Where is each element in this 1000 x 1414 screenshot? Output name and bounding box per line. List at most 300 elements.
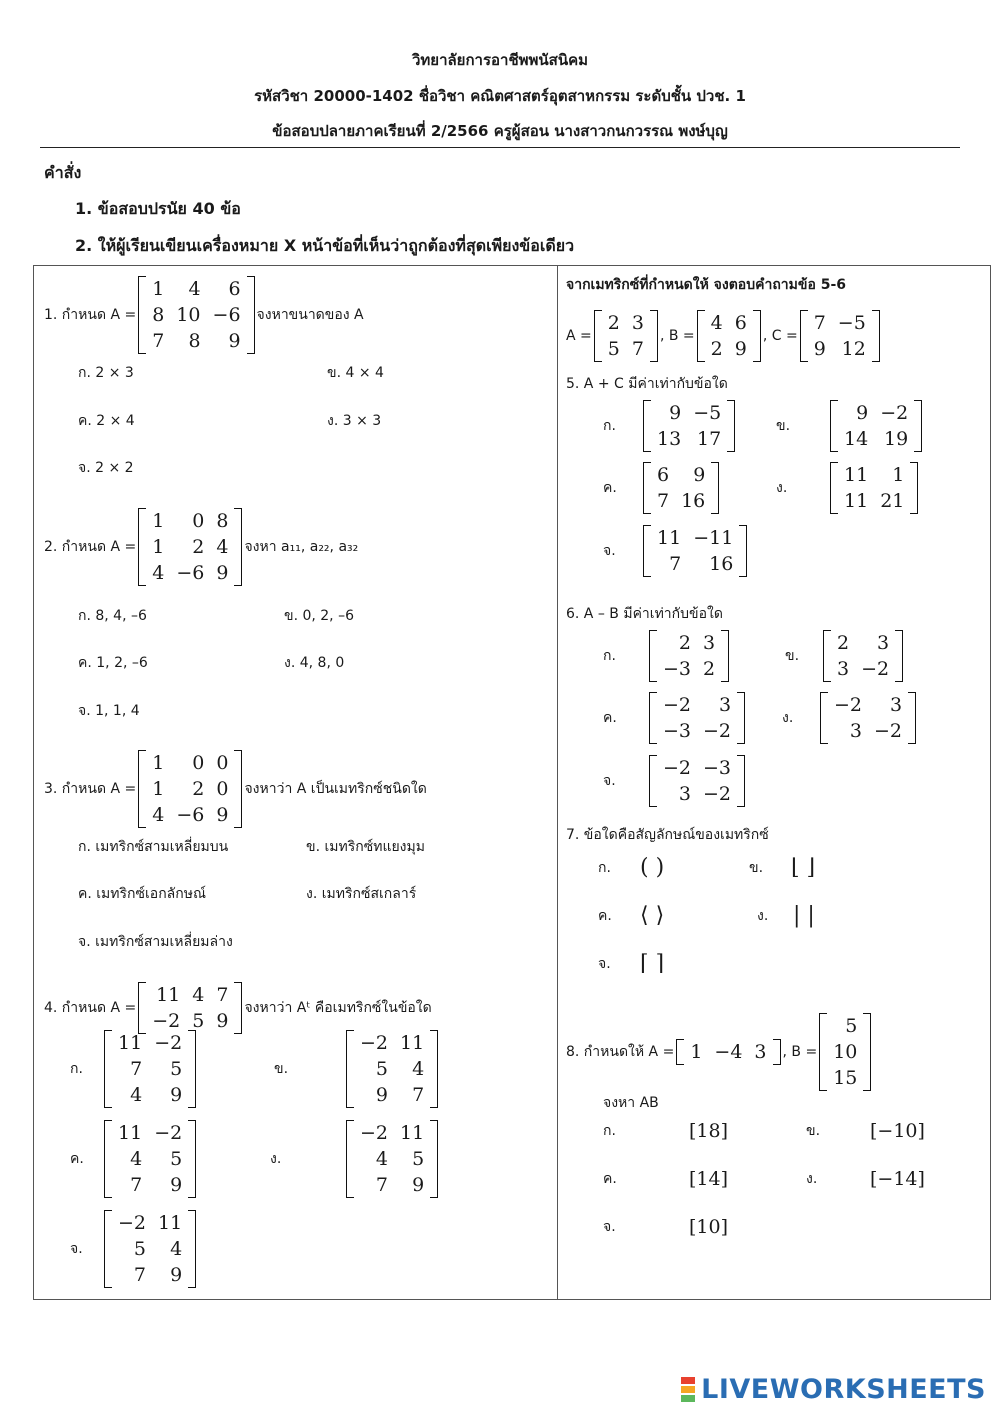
bar-symbol: | | [793, 903, 815, 928]
course-info: รหัสวิชา 20000-1402 ชื่อวิชา คณิตศาสตร์อุตสาหกรรม ระดับชั้น ปวช. 1 [254, 87, 746, 105]
matrix-cell: 3 [837, 658, 850, 680]
q8-ask: จงหา AB [603, 1095, 659, 1111]
matrix-cell: 6 [228, 278, 241, 300]
matrix-cell: −2 [703, 720, 732, 742]
matrix-table [831, 630, 895, 682]
q3-choice-e[interactable]: จ. เมทริกซ์สามเหลี่ยมล่าง [78, 934, 233, 950]
matrix-table [354, 1120, 430, 1198]
matrix-cell: 4 [192, 984, 205, 1006]
bracket-left [800, 310, 808, 362]
matrix-cell: −2 [154, 1032, 183, 1054]
q5-label-a: ก. [603, 418, 616, 434]
q8-value-d: [−14] [870, 1168, 925, 1190]
q5-choice-d[interactable] [776, 462, 920, 514]
matrix-cell: −2 [118, 1212, 147, 1234]
matrix-cell: 12 [841, 338, 866, 360]
matrix-cell: 19 [884, 428, 909, 450]
q4-label-b: ข. [274, 1061, 289, 1077]
q4-label-a: ก. [70, 1061, 83, 1077]
matrix-cell: 9 [669, 402, 682, 424]
q4-choice-e[interactable] [70, 1210, 198, 1288]
matrix-cell: 0 [216, 752, 229, 774]
bracket-left [104, 1030, 112, 1108]
matrix-cell: 7 [130, 1058, 143, 1080]
matrix-cell: 13 [657, 428, 682, 450]
matrix-table [602, 310, 650, 362]
q6-matrix-b [823, 630, 903, 682]
logo-bar-1 [681, 1377, 695, 1384]
q3-choice-a[interactable]: ก. เมทริกซ์สามเหลี่ยมบน [78, 839, 229, 855]
matrix-cell: 9 [813, 338, 826, 360]
matrix-cell: 9 [856, 402, 869, 424]
q4-matrix-b [346, 1030, 438, 1108]
q8-choice-b[interactable] [806, 1120, 925, 1142]
bracket-right [753, 310, 761, 362]
logo-bar-3 [681, 1395, 695, 1402]
matrix-cell: 4 [130, 1084, 143, 1106]
matrix-cell: −2 [861, 658, 890, 680]
q1-choice-c[interactable]: ค. 2 × 4 [78, 413, 135, 429]
bracket-left [104, 1210, 112, 1288]
angle-symbol: ⟨ ⟩ [640, 903, 665, 928]
matrix-cell: 11 [844, 464, 869, 486]
liveworksheets-logo [681, 1374, 986, 1405]
matrix-cell: 6 [734, 312, 747, 334]
matrix-cell: −3 [663, 658, 692, 680]
bracket-left [830, 462, 838, 514]
q8-choice-a[interactable] [603, 1120, 728, 1142]
matrix-cell: 7 [657, 490, 670, 512]
q6-matrix-d [820, 692, 916, 744]
q4-matrix-d [346, 1120, 438, 1198]
bracket-right [188, 1030, 196, 1108]
matrix-cell: 11 [844, 490, 869, 512]
bracket-right [234, 750, 242, 828]
q8-choice-e[interactable] [603, 1216, 728, 1238]
q8-value-a: [18] [689, 1120, 729, 1142]
matrix-cell: 1 [152, 510, 165, 532]
q3-matrix [138, 750, 242, 828]
matrix-table [684, 1039, 772, 1065]
exam-info: ข้อสอบปลายภาคเรียนที่ 2/2566 ครูผู้สอน นางสาวกนกวรรณ พงษ์บุญ [272, 122, 728, 140]
q8-label-c: ค. [603, 1171, 617, 1187]
bracket-left [676, 1039, 684, 1065]
matrix-cell: 5 [133, 1238, 147, 1260]
matrix-cell: 7 [133, 1264, 147, 1286]
q6-label-c: ค. [603, 710, 617, 726]
q2-matrix [138, 508, 242, 586]
matrix-cell: 3 [678, 783, 692, 805]
q8-label-d: ง. [806, 1171, 818, 1187]
matrix-cell: 7 [669, 553, 682, 575]
matrix-cell: 9 [216, 1010, 229, 1032]
q6-choice-a[interactable] [603, 630, 731, 682]
bracket-right [234, 982, 242, 1034]
matrix-cell: 9 [412, 1174, 425, 1196]
matrix-cell: −2 [154, 1122, 183, 1144]
q4-choice-d[interactable] [270, 1120, 440, 1198]
bracket-right [908, 692, 916, 744]
matrix-cell: −2 [663, 757, 692, 779]
matrix-cell: 1 [152, 278, 165, 300]
matrix-cell: 11 [118, 1122, 143, 1144]
q4-matrix-a [104, 1030, 196, 1108]
q3-choice-c[interactable]: ค. เมทริกซ์เอกลักษณ์ [78, 886, 206, 902]
matrix-cell: 5 [192, 1010, 205, 1032]
q6-label-e: จ. [603, 773, 616, 789]
q2-suffix: จงหา a₁₁, a₂₂, a₃₂ [244, 539, 359, 555]
given-b-label: , B = [659, 328, 695, 344]
q4-choice-a[interactable] [70, 1030, 198, 1108]
q5-label-d: ง. [776, 480, 788, 496]
matrix-cell: 11 [158, 1212, 183, 1234]
matrix-cell: 9 [693, 464, 706, 486]
q3-prefix: 3. กำหนด A = [44, 781, 137, 797]
brand-text: LIVEWORKSHEETS [701, 1374, 986, 1405]
matrix-cell: 16 [681, 490, 706, 512]
q5-choice-e[interactable] [603, 525, 749, 577]
paren-symbol: ( ) [640, 855, 665, 880]
matrix-cell: 9 [228, 330, 241, 352]
bracket-right [910, 462, 918, 514]
q2-choice-e[interactable]: จ. 1, 1, 4 [78, 703, 140, 719]
matrix-cell: 9 [216, 562, 229, 584]
matrix-table [354, 1030, 430, 1108]
matrix-cell: 1 [152, 752, 165, 774]
given-matrix-b [697, 310, 761, 362]
matrix-cell: 6 [657, 464, 670, 486]
q7-choice-a[interactable] [598, 855, 664, 880]
matrix-table [808, 310, 872, 362]
q3-choice-d[interactable]: ง. เมทริกซ์สเกลาร์ [306, 886, 417, 902]
bracket-left [138, 276, 146, 354]
bracket-left [138, 750, 146, 828]
bracket-left [346, 1030, 354, 1108]
matrix-cell: 16 [709, 553, 734, 575]
matrix-cell: 7 [152, 330, 165, 352]
matrix-cell: 4 [412, 1058, 425, 1080]
q8-label-e: จ. [603, 1219, 616, 1235]
matrix-cell: 8 [188, 330, 201, 352]
matrix-table [651, 525, 739, 577]
instruction-2: 2. ให้ผู้เรียนเขียนเครื่องหมาย X หน้าข้อที่เห็นว่าถูกต้องที่สุดเพียงข้อเดียว [75, 236, 575, 255]
q8-choice-d[interactable] [806, 1168, 925, 1190]
bracket-left [649, 755, 657, 807]
q7-label-a: ก. [598, 859, 611, 876]
question-8 [566, 1013, 873, 1091]
q1-matrix [138, 276, 254, 354]
matrix-cell: 4 [152, 562, 165, 584]
matrix-cell: −3 [663, 720, 692, 742]
matrix-cell: 1 [152, 778, 165, 800]
q5-choice-c[interactable] [603, 462, 721, 514]
matrix-cell: 5 [607, 338, 620, 360]
question-2 [44, 508, 358, 586]
q5-matrix-b [830, 400, 922, 452]
matrix-cell: 5 [170, 1148, 183, 1170]
bracket-left [643, 400, 651, 452]
q6-choice-e[interactable] [603, 755, 747, 807]
matrix-cell: −2 [834, 694, 863, 716]
matrix-cell: 0 [216, 778, 229, 800]
bracket-right [711, 462, 719, 514]
q4-label-c: ค. [70, 1151, 84, 1167]
q1-prefix: 1. กำหนด A = [44, 307, 137, 323]
bracket-left [649, 692, 657, 744]
matrix-cell: −2 [663, 694, 692, 716]
q7-choice-b[interactable] [749, 855, 815, 880]
header-divider [40, 147, 960, 148]
bracket-left [104, 1120, 112, 1198]
matrix-cell: 1 [690, 1041, 703, 1063]
q6-choice-d[interactable] [782, 692, 918, 744]
given-matrices [566, 310, 882, 362]
q7-choice-d[interactable] [757, 903, 815, 928]
q2-choice-d[interactable]: ง. 4, 8, 0 [284, 655, 345, 671]
matrix-cell: 2 [607, 312, 620, 334]
liveworksheets-icon [681, 1377, 697, 1403]
matrix-cell: 8 [152, 304, 165, 326]
matrix-cell: 10 [176, 304, 201, 326]
matrix-cell: 2 [837, 632, 850, 654]
matrix-cell: −2 [703, 783, 732, 805]
matrix-table [838, 400, 914, 452]
q8-label-a: ก. [603, 1123, 616, 1139]
bracket-left [649, 630, 657, 682]
matrix-table [651, 400, 727, 452]
matrix-cell: 5 [170, 1058, 183, 1080]
matrix-cell: 4 [710, 312, 723, 334]
matrix-cell: −11 [693, 527, 734, 549]
matrix-cell: −2 [360, 1032, 389, 1054]
matrix-cell: 3 [631, 312, 644, 334]
matrix-cell: 7 [216, 984, 229, 1006]
bracket-right [650, 310, 658, 362]
bracket-left [346, 1120, 354, 1198]
bracket-right [863, 1013, 871, 1091]
q8-matrix-b [819, 1013, 871, 1091]
matrix-cell: 7 [631, 338, 644, 360]
matrix-table [146, 750, 234, 828]
matrix-cell: 7 [375, 1174, 389, 1196]
bracket-left [643, 462, 651, 514]
q8-prefix: 8. กำหนดให้ A = [566, 1044, 675, 1060]
q5-matrix-a [643, 400, 735, 452]
matrix-cell: 3 [849, 720, 863, 742]
matrix-cell: 7 [412, 1084, 425, 1106]
school-name: วิทยาลัยการอาชีพพนัสนิคม [411, 51, 589, 69]
matrix-table [146, 276, 246, 354]
q3-suffix: จงหาว่า A เป็นเมทริกซ์ชนิดใด [244, 781, 427, 797]
matrix-cell: 11 [400, 1122, 425, 1144]
q6-choice-b[interactable] [785, 630, 905, 682]
matrix-cell: 4 [375, 1148, 389, 1170]
matrix-table [651, 462, 711, 514]
q5-choice-b[interactable] [776, 400, 924, 452]
matrix-cell: 3 [877, 632, 890, 654]
matrix-cell: −2 [360, 1122, 389, 1144]
given-c-label: , C = [762, 328, 798, 344]
bracket-right [739, 525, 747, 577]
q4-matrix-c [104, 1120, 196, 1198]
matrix-cell: 8 [216, 510, 229, 532]
bracket-left [138, 508, 146, 586]
q4-matrix-e [104, 1210, 196, 1288]
q2-choice-a[interactable]: ก. 8, 4, –6 [78, 608, 147, 624]
matrix-cell: 7 [813, 312, 826, 334]
q2-choice-c[interactable]: ค. 1, 2, –6 [78, 655, 148, 671]
q6-matrix-e [649, 755, 745, 807]
logo-bar-2 [681, 1386, 695, 1393]
q8-matrix-a [676, 1039, 780, 1065]
matrix-cell: 5 [845, 1015, 858, 1037]
bracket-right [773, 1039, 781, 1065]
matrix-table [112, 1210, 188, 1288]
q6-matrix-c [649, 692, 745, 744]
q1-choice-d[interactable]: ง. 3 × 3 [327, 413, 382, 429]
q6-choice-c[interactable] [603, 692, 747, 744]
q4-label-e: จ. [70, 1241, 83, 1257]
bracket-right [872, 310, 880, 362]
question-7: 7. ข้อใดคือสัญลักษณ์ของเมทริกซ์ [566, 827, 769, 843]
given-matrix-c [800, 310, 880, 362]
q7-choice-e[interactable] [598, 951, 664, 976]
matrix-table [112, 1120, 188, 1198]
q8-b-label: , B = [782, 1044, 818, 1060]
ceil-symbol: ⌈ ⌉ [640, 951, 665, 976]
matrix-cell: 4 [188, 278, 201, 300]
matrix-cell: −6 [212, 304, 241, 326]
q7-label-e: จ. [598, 955, 611, 972]
bracket-left [830, 400, 838, 452]
question-6: 6. A – B มีค่าเท่ากับข้อใด [566, 606, 723, 622]
question-1 [44, 276, 364, 354]
q4-label-d: ง. [270, 1151, 282, 1167]
matrix-cell: −2 [152, 1010, 181, 1032]
matrix-cell: 2 [192, 536, 205, 558]
q6-label-b: ข. [785, 648, 800, 664]
q5-choice-a[interactable] [603, 400, 737, 452]
q5-label-b: ข. [776, 418, 791, 434]
matrix-cell: 4 [152, 804, 165, 826]
bracket-right [895, 630, 903, 682]
matrix-cell: 11 [400, 1032, 425, 1054]
q5-matrix-e [643, 525, 747, 577]
q6-label-a: ก. [603, 648, 616, 664]
q8-label-b: ข. [806, 1123, 821, 1139]
matrix-table [838, 462, 910, 514]
matrix-cell: 3 [754, 1041, 767, 1063]
column-divider [557, 265, 558, 1300]
matrix-cell: 4 [216, 536, 229, 558]
matrix-cell: 2 [710, 338, 723, 360]
matrix-cell: −3 [703, 757, 732, 779]
q1-suffix: จงหาขนาดของ A [256, 307, 364, 323]
given-matrix-a [594, 310, 658, 362]
q4-choice-b[interactable] [274, 1030, 440, 1108]
matrix-cell: 11 [118, 1032, 143, 1054]
q2-choice-b[interactable]: ข. 0, 2, –6 [284, 608, 354, 624]
matrix-cell: 21 [880, 490, 905, 512]
instruction-1: 1. ข้อสอบปรนัย 40 ข้อ [75, 199, 241, 218]
matrix-cell: 5 [412, 1148, 425, 1170]
bracket-right [430, 1120, 438, 1198]
q3-choice-b[interactable]: ข. เมทริกซ์ทแยงมุม [306, 839, 425, 855]
matrix-cell: −6 [176, 804, 205, 826]
matrix-cell: 7 [130, 1174, 143, 1196]
matrix-cell: 1 [892, 464, 905, 486]
q2-prefix: 2. กำหนด A = [44, 539, 137, 555]
q1-choice-a[interactable]: ก. 2 × 3 [78, 365, 134, 381]
q7-label-d: ง. [757, 907, 769, 924]
q6-label-d: ง. [782, 710, 794, 726]
matrix-cell: 9 [170, 1174, 183, 1196]
matrix-cell: 9 [734, 338, 747, 360]
matrix-cell: 0 [192, 510, 205, 532]
q1-choice-b[interactable]: ข. 4 × 4 [327, 365, 384, 381]
matrix-cell: −4 [714, 1041, 743, 1063]
q8-value-e: [10] [689, 1216, 729, 1238]
matrix-cell: 17 [697, 428, 722, 450]
bracket-right [430, 1030, 438, 1108]
q4-choice-c[interactable] [70, 1120, 198, 1198]
matrix-cell: 0 [192, 752, 205, 774]
matrix-table [705, 310, 753, 362]
q7-choice-c[interactable] [598, 903, 664, 928]
q6-matrix-a [649, 630, 729, 682]
matrix-cell: 9 [375, 1084, 389, 1106]
matrix-table [657, 755, 737, 807]
instructions-title: คำสั่ง [44, 163, 82, 182]
matrix-cell: 5 [375, 1058, 389, 1080]
bracket-left [138, 982, 146, 1034]
matrix-cell: 2 [192, 778, 205, 800]
q4-matrix [138, 982, 242, 1034]
matrix-cell: 3 [718, 694, 732, 716]
bracket-right [247, 276, 255, 354]
bracket-right [737, 692, 745, 744]
matrix-table [657, 630, 721, 682]
q4-prefix: 4. กำหนด A = [44, 1000, 137, 1016]
q5-matrix-d [830, 462, 918, 514]
matrix-table [146, 508, 234, 586]
matrix-cell: 14 [844, 428, 869, 450]
given-title: จากเมทริกซ์ที่กำหนดให้ จงตอบคำถามข้อ 5-6 [566, 277, 847, 293]
bracket-right [727, 400, 735, 452]
q8-choice-c[interactable] [603, 1168, 728, 1190]
matrix-table [828, 692, 908, 744]
bracket-right [188, 1120, 196, 1198]
matrix-cell: 3 [703, 632, 716, 654]
matrix-cell: 3 [889, 694, 903, 716]
question-4 [44, 982, 432, 1034]
q1-choice-e[interactable]: จ. 2 × 2 [78, 460, 134, 476]
bracket-right [234, 508, 242, 586]
matrix-cell: 11 [156, 984, 181, 1006]
bracket-left [697, 310, 705, 362]
q8-value-c: [14] [689, 1168, 729, 1190]
bracket-left [820, 692, 828, 744]
matrix-cell: −5 [837, 312, 866, 334]
given-a-label: A = [566, 328, 592, 344]
matrix-cell: −5 [693, 402, 722, 424]
bracket-right [188, 1210, 196, 1288]
q8-value-b: [−10] [870, 1120, 925, 1142]
matrix-cell: 4 [170, 1238, 183, 1260]
matrix-cell: 9 [170, 1264, 183, 1286]
bracket-left [823, 630, 831, 682]
matrix-cell: 10 [833, 1041, 858, 1063]
